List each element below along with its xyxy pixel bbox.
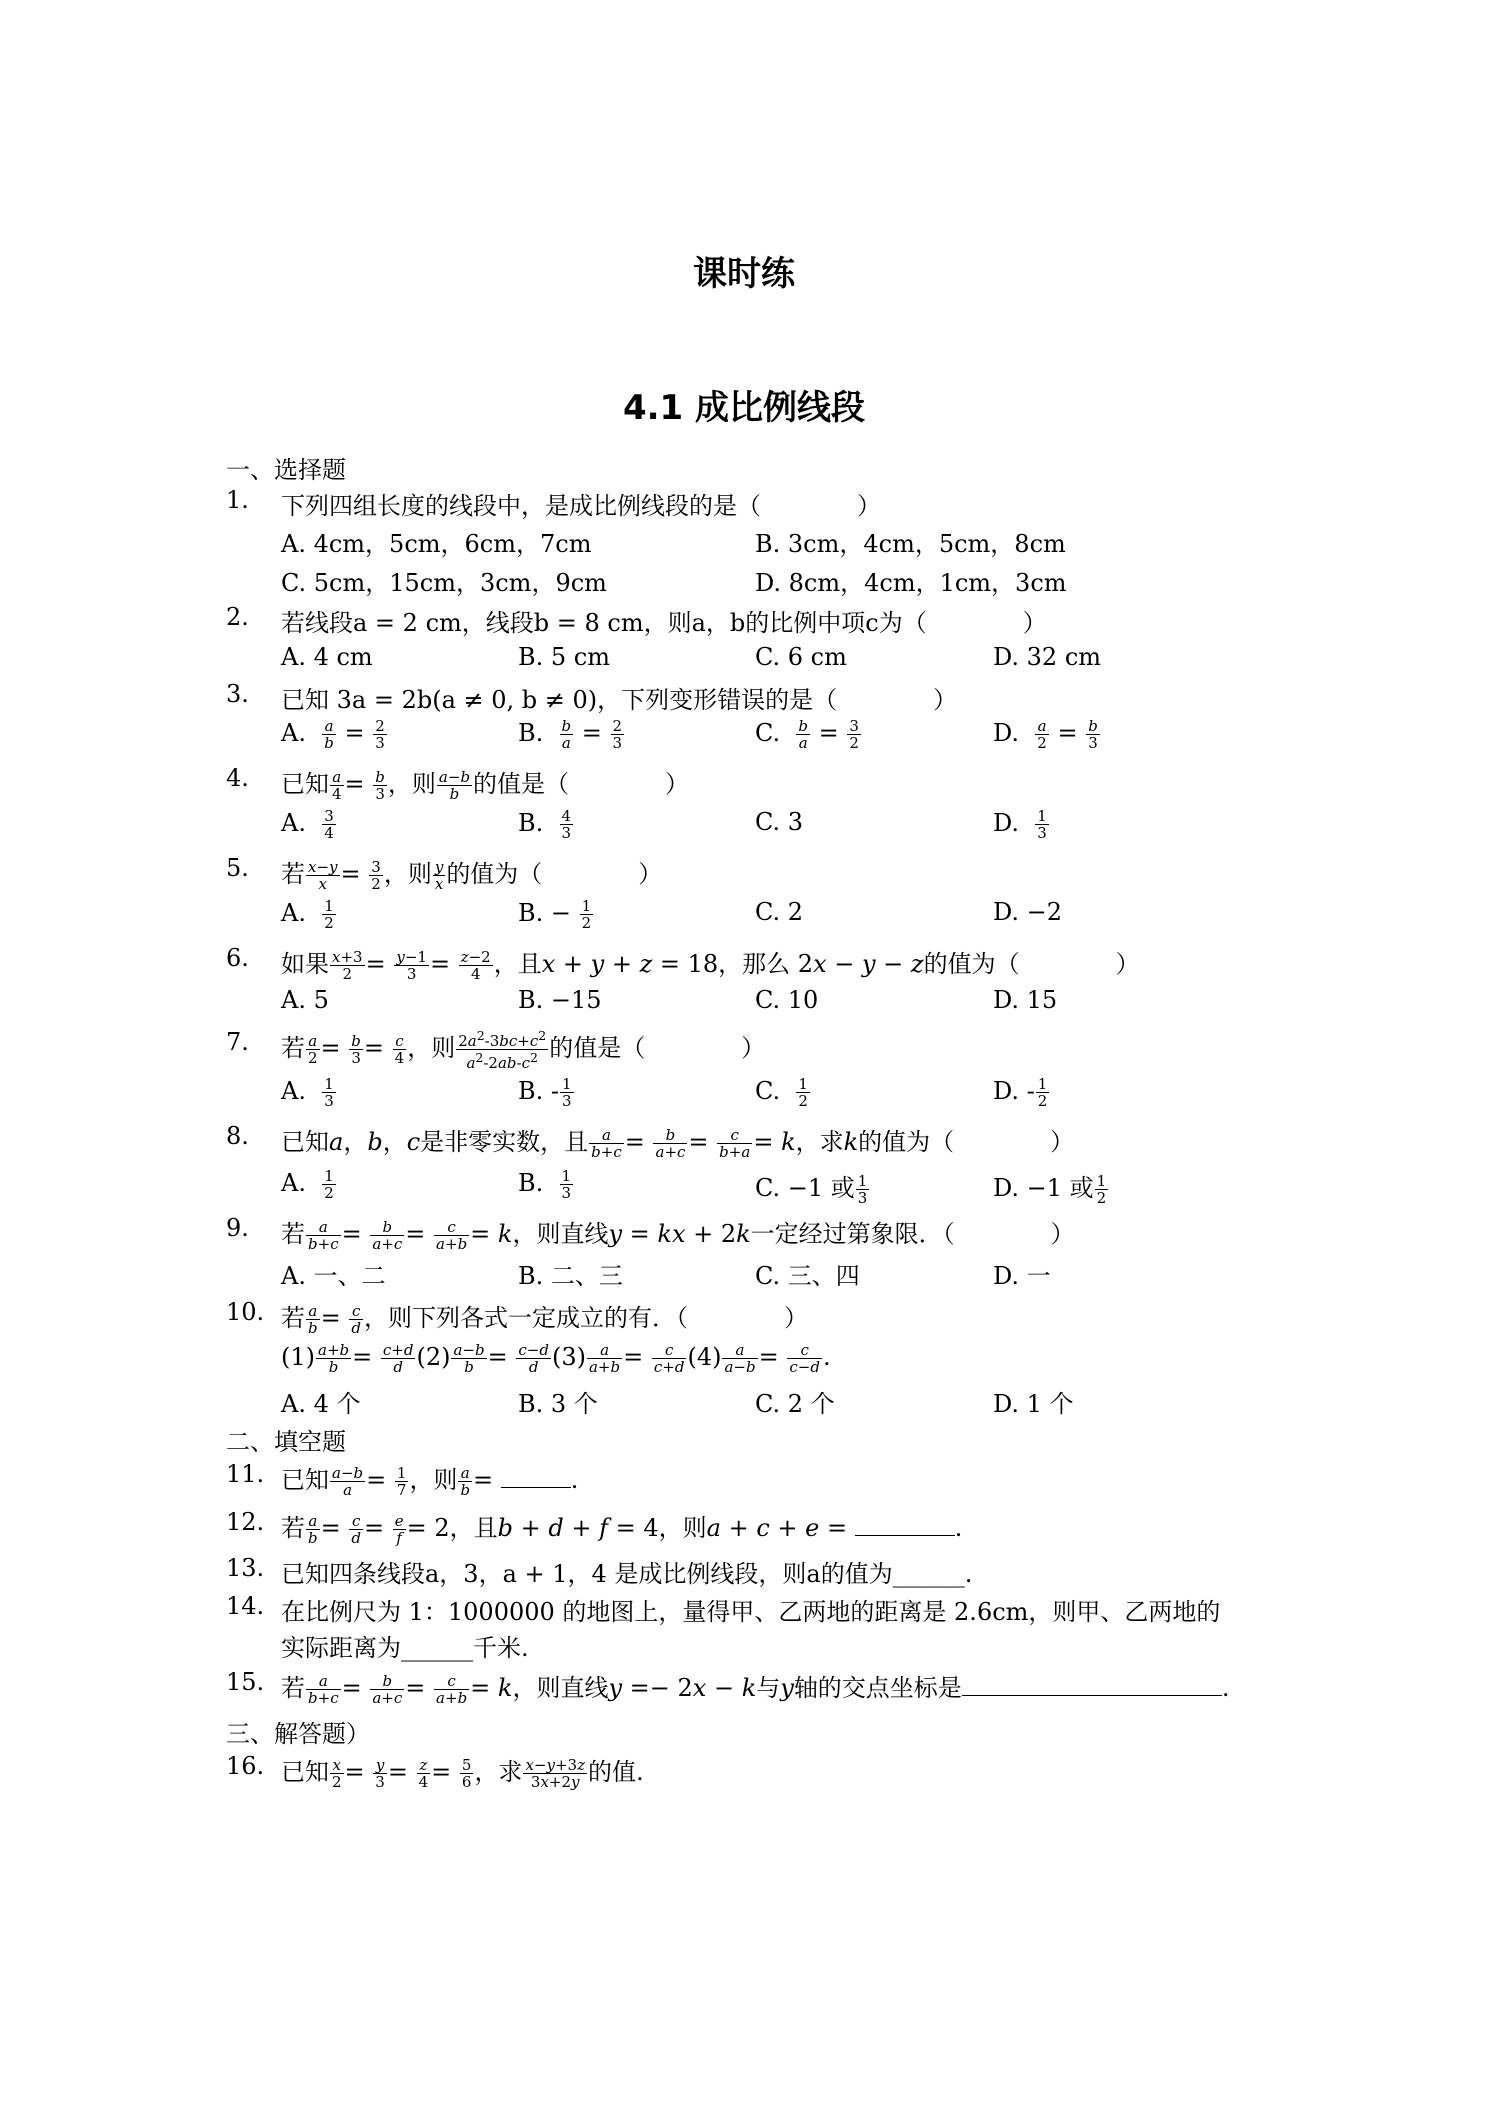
question-6: 6. 如果 $\frac{x+3}{2}$ = $\frac{y-1}{3}$ = $\frac{z-2}{4}$ ，且x + y + z = 18，那么 2x − y − z的值为（ ） <box>226 944 1140 983</box>
option-c: C. 5cm，15cm，3cm，9cm <box>281 569 607 597</box>
question-stem: 在比例尺为 1：1000000 的地图上，量得甲、乙两地的距离是 2.6cm，则甲、乙两地的 <box>281 1598 1221 1626</box>
option-c: C. $\frac{1}{2}$ <box>755 1075 808 1110</box>
question-2: 2. 若线段a = 2 cm，线段b = 8 cm，则a，b的比例中项c为（ ） <box>226 603 1047 637</box>
option-a: A. 4cm，5cm，6cm，7cm <box>281 530 592 558</box>
option-d: D. 15 <box>993 986 1058 1014</box>
option-c: C. 6 cm <box>755 643 847 671</box>
question-1: 1. 下列四组长度的线段中，是成比例线段的是（ ） <box>226 486 881 520</box>
question-10-items: (1) $\frac{a+b}{b}$ = $\frac{c+d}{d}$ (2) $\frac{a-b}{b}$ = $\frac{c-d}{d}$ (3) $\frac{a}{a+b}$ = $\frac{c}{c+d}$ (4) $\frac{a}{a-b}$ = $\frac{c}{c-d}$ . <box>281 1341 831 1376</box>
question-stem: 若 $\frac{a}{b}$ = $\frac{c}{d}$ = $\frac{e}{f}$ = 2，且b + d + f = 4，则a + c + e = . <box>281 1512 963 1547</box>
option-b: B. $\frac{b}{a}$ = $\frac{2}{3}$ <box>518 717 623 752</box>
section-solve: 三、解答题） <box>226 1720 370 1748</box>
question-4: 4. 已知 $\frac{a}{4}$ = $\frac{b}{3}$ ，则 $\frac{a-b}{b}$ 的值是（ ） <box>226 764 690 803</box>
question-9: 9. 若 $\frac{a}{b+c}$ = $\frac{b}{a+c}$ = $\frac{c}{a+b}$ = k，则直线y = kx + 2k一定经过第象限．（ ） <box>226 1214 1075 1253</box>
question-3: 3. 已知 3a = 2b(a ≠ 0, b ≠ 0)，下列变形错误的是（ ） <box>226 680 958 714</box>
option-d: D. −2 <box>993 898 1063 926</box>
option-d: D. −1 或 $\frac{1}{2}$ <box>993 1172 1107 1207</box>
option-b: B. 5 cm <box>518 643 610 671</box>
option-a: A. $\frac{1}{2}$ <box>281 897 334 932</box>
question-stem: 已知 $\frac{a-b}{a}$ = $\frac{1}{7}$ ，则 $\frac{a}{b}$ = . <box>281 1464 579 1499</box>
option-b: B. 二、三 <box>518 1262 623 1290</box>
question-7: 7. 若 $\frac{a}{2}$ = $\frac{b}{3}$ = $\frac{c}{4}$ ，则 $\frac{2a^2-3bc+c^2}{a^2-2ab-c^2}$ 的值是（ ） <box>226 1028 766 1072</box>
question-stem-cont: 实际距离为______千米. <box>281 1634 529 1662</box>
question-8: 8. 已知a，b，c是非零实数，且 $\frac{a}{b+c}$ = $\frac{b}{a+c}$ = $\frac{c}{b+a}$ = k，求k的值为（ ） <box>226 1122 1075 1161</box>
question-12: 12. 若 $\frac{a}{b}$ = $\frac{c}{d}$ = $\frac{e}{f}$ = 2，且b + d + f = 4，则a + c + e = . <box>226 1508 963 1547</box>
option-b: B. − $\frac{1}{2}$ <box>518 897 592 932</box>
option-c: C. $\frac{b}{a}$ = $\frac{3}{2}$ <box>755 717 859 752</box>
option-d: D. 32 cm <box>993 643 1102 671</box>
option-b: B. 3cm，4cm，5cm，8cm <box>755 530 1066 558</box>
option-d: D. 一 <box>993 1262 1051 1290</box>
option-a: A. 4 个 <box>281 1390 361 1418</box>
option-d: D. 1 个 <box>993 1390 1074 1418</box>
question-11: 11. 已知 $\frac{a-b}{a}$ = $\frac{1}{7}$ ，则 $\frac{a}{b}$ = . <box>226 1460 579 1499</box>
option-a: A. $\frac{a}{b}$ = $\frac{2}{3}$ <box>281 717 385 752</box>
question-stem: 若 $\frac{a}{b}$ = $\frac{c}{d}$ ，则下列各式一定成立的有．（ ） <box>281 1302 808 1337</box>
option-b: B. $\frac{1}{3}$ <box>518 1167 572 1202</box>
question-10: 10. 若 $\frac{a}{b}$ = $\frac{c}{d}$ ，则下列各式一定成立的有．（ ） <box>226 1298 808 1337</box>
option-c: C. 2 个 <box>755 1390 835 1418</box>
option-c: C. 3 <box>755 808 804 836</box>
option-c: C. 三、四 <box>755 1262 860 1290</box>
option-b: B. 3 个 <box>518 1390 598 1418</box>
option-d: D. $\frac{a}{2}$ = $\frac{b}{3}$ <box>993 717 1098 752</box>
question-stem: 若线段a = 2 cm，线段b = 8 cm，则a，b的比例中项c为（ ） <box>281 609 1047 637</box>
option-c: C. 2 <box>755 898 804 926</box>
option-c: C. −1 或 $\frac{1}{3}$ <box>755 1172 868 1207</box>
option-a: A. $\frac{1}{3}$ <box>281 1075 334 1110</box>
question-stem: 如果 $\frac{x+3}{2}$ = $\frac{y-1}{3}$ = $\frac{z-2}{4}$ ，且x + y + z = 18，那么 2x − y − z的值为（ ） <box>281 948 1140 983</box>
option-c: C. 10 <box>755 986 819 1014</box>
page-title: 课时练 <box>693 254 795 294</box>
option-d: D. $\frac{1}{3}$ <box>993 807 1047 842</box>
question-stem: 已知 $\frac{a}{4}$ = $\frac{b}{3}$ ，则 $\frac{a-b}{b}$ 的值是（ ） <box>281 768 690 803</box>
lesson-title: 4.1 成比例线段 <box>622 388 866 428</box>
question-stem: 若 $\frac{a}{b+c}$ = $\frac{b}{a+c}$ = $\frac{c}{a+b}$ = k，则直线y = kx + 2k一定经过第象限．（ ） <box>281 1218 1075 1253</box>
question-stem: 已知四条线段a，3，a + 1，4 是成比例线段，则a的值为______. <box>281 1560 973 1588</box>
option-b: B. −15 <box>518 986 602 1014</box>
option-a: A. 一、二 <box>281 1262 386 1290</box>
question-16: 16. 已知 $\frac{x}{2}$ = $\frac{y}{3}$ = $\frac{z}{4}$ = $\frac{5}{6}$ ，求 $\frac{x-y+3z}{3x+2y}$ 的值. <box>226 1752 644 1791</box>
question-5: 5. 若 $\frac{x-y}{x}$ = $\frac{3}{2}$ ，则 $\frac{y}{x}$ 的值为（ ） <box>226 854 663 893</box>
question-stem: 下列四组长度的线段中，是成比例线段的是（ ） <box>281 492 881 520</box>
option-d: D. 8cm，4cm，1cm，3cm <box>755 569 1067 597</box>
question-stem: 若 $\frac{a}{b+c}$ = $\frac{b}{a+c}$ = $\frac{c}{a+b}$ = k，则直线y =− 2x − k与y轴的交点坐标是 . <box>281 1672 1230 1707</box>
question-stem: 若 $\frac{x-y}{x}$ = $\frac{3}{2}$ ，则 $\frac{y}{x}$ 的值为（ ） <box>281 858 663 893</box>
question-stem: 若 $\frac{a}{2}$ = $\frac{b}{3}$ = $\frac{c}{4}$ ，则 $\frac{2a^2-3bc+c^2}{a^2-2ab-c^2}$ 的值是（ ） <box>281 1028 766 1072</box>
question-stem: 已知a，b，c是非零实数，且 $\frac{a}{b+c}$ = $\frac{b}{a+c}$ = $\frac{c}{b+a}$ = k，求k的值为（ ） <box>281 1126 1075 1161</box>
option-a: A. 4 cm <box>281 643 373 671</box>
section-fill: 二、填空题 <box>226 1428 346 1456</box>
option-d: D. - $\frac{1}{2}$ <box>993 1075 1048 1110</box>
option-a: A. $\frac{3}{4}$ <box>281 807 334 842</box>
option-b: B. - $\frac{1}{3}$ <box>518 1075 572 1110</box>
question-13: 13. 已知四条线段a，3，a + 1，4 是成比例线段，则a的值为______. <box>226 1554 973 1588</box>
option-a: A. 5 <box>281 986 329 1014</box>
question-14: 14. 在比例尺为 1：1000000 的地图上，量得甲、乙两地的距离是 2.6cm，则甲、乙两地的 <box>226 1592 1221 1626</box>
option-b: B. $\frac{4}{3}$ <box>518 807 572 842</box>
question-15: 15. 若 $\frac{a}{b+c}$ = $\frac{b}{a+c}$ = $\frac{c}{a+b}$ = k，则直线y =− 2x − k与y轴的交点坐标是 . <box>226 1668 1230 1707</box>
option-a: A. $\frac{1}{2}$ <box>281 1167 334 1202</box>
question-stem: 已知 3a = 2b(a ≠ 0, b ≠ 0)，下列变形错误的是（ ） <box>281 686 958 714</box>
section-choice: 一、选择题 <box>226 456 346 484</box>
question-stem: 已知 $\frac{x}{2}$ = $\frac{y}{3}$ = $\frac{z}{4}$ = $\frac{5}{6}$ ，求 $\frac{x-y+3z}{3x+2y}$ 的值. <box>281 1756 644 1791</box>
